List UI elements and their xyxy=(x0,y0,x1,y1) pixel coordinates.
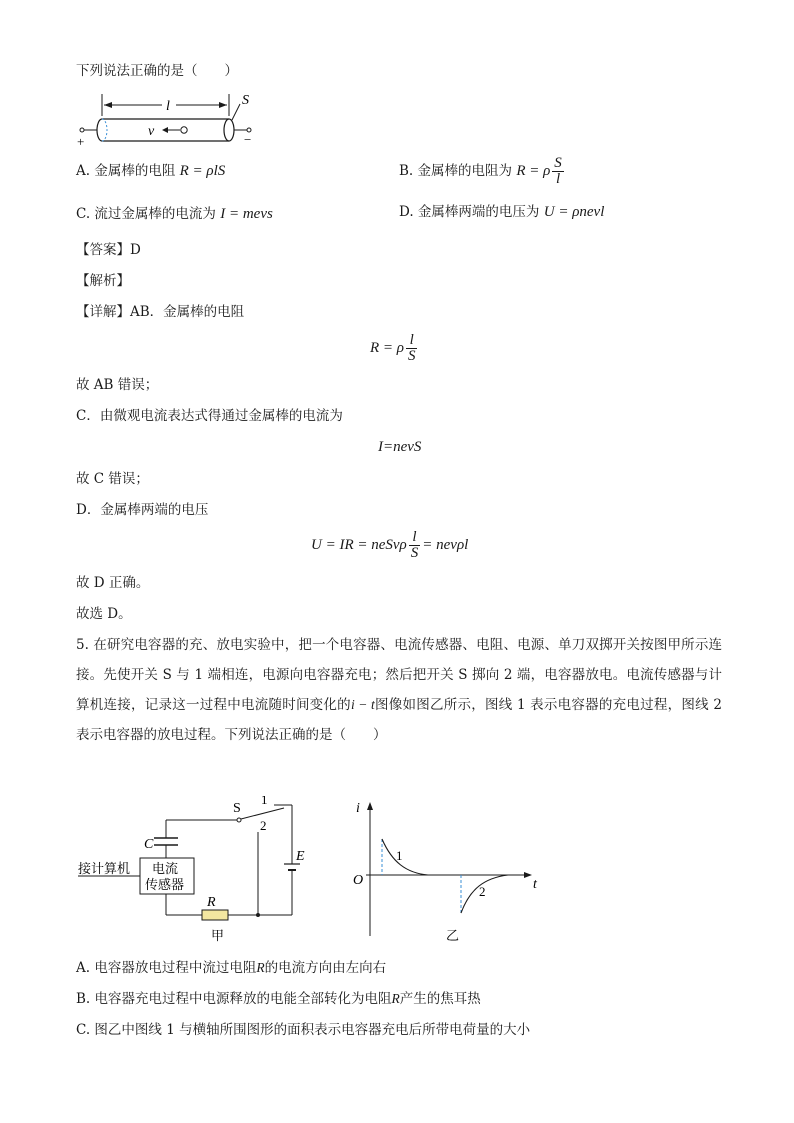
sensor-label-line2: 传感器 xyxy=(145,878,185,893)
velocity-label: v xyxy=(148,124,155,139)
plus-terminal: + xyxy=(77,134,85,148)
terminal-2-label: 2 xyxy=(260,818,267,833)
q4-option-a-text: A. 金属棒的电阻 xyxy=(76,163,176,179)
circuit-diagram xyxy=(74,796,314,946)
terminal-1-label: 1 xyxy=(261,796,268,807)
q4-option-c xyxy=(76,205,273,223)
q4-conclusion-ab: 故 AB 错误； xyxy=(76,377,159,393)
curve-1-label: 1 xyxy=(396,848,403,863)
equation-resistance: R = ρ $\frac{l}{S}$ xyxy=(370,332,416,365)
equation-current: I=nevS xyxy=(378,439,422,455)
rod-figure xyxy=(72,90,262,148)
q4-detail-heading: 【详解】AB．金属棒的电阻 xyxy=(76,304,245,320)
q5-option-c: C. 图乙中图线 1 与横轴所围图形的面积表示电容器充电后所带电荷量的大小 xyxy=(76,1022,531,1038)
q4-option-d-text: D. 金属棒两端的电压为 xyxy=(399,204,540,220)
q4-stem: 下列说法正确的是（ ） xyxy=(76,63,238,79)
q4-option-b-formula: R = ρ xyxy=(516,163,551,179)
resistor-label: R xyxy=(207,895,216,910)
switch-label: S xyxy=(233,801,241,816)
q4-conclusion-d: 故 D 正确。 xyxy=(76,575,150,591)
q4-analysis-c: C．由微观电流表达式得通过金属棒的电流为 xyxy=(76,408,343,424)
computer-label: 接计算机 xyxy=(78,862,131,877)
q4-option-d xyxy=(399,203,604,221)
q4-analysis-heading: 【解析】 xyxy=(76,273,130,289)
axis-i-label: i xyxy=(356,801,360,816)
origin-label: O xyxy=(353,873,364,888)
q4-option-a xyxy=(76,162,225,180)
q4-option-d-formula: U = ρnevl xyxy=(543,204,605,220)
current-time-graph xyxy=(346,796,546,946)
battery-label: E xyxy=(296,849,305,864)
minus-terminal: − xyxy=(244,132,252,147)
capacitor-label: C xyxy=(144,837,154,852)
rod-length-label: l xyxy=(166,99,170,114)
q4-choice: 故选 D。 xyxy=(76,606,132,622)
q4-option-c-text: C. 流过金属棒的电流为 xyxy=(76,206,216,222)
q5-option-b: B. 电容器充电过程中电源释放的电能全部转化为电阻R产生的焦耳热 xyxy=(76,991,481,1007)
q4-option-b-fraction: $\frac{S}{l}$ xyxy=(554,155,562,187)
q4-option-a-formula: R = ρlS xyxy=(179,163,226,179)
q4-conclusion-c: 故 C 错误； xyxy=(76,471,149,487)
axis-t-label: t xyxy=(533,877,537,892)
q4-option-b xyxy=(399,152,566,190)
q4-answer: 【答案】D xyxy=(76,242,141,258)
q4-analysis-d: D．金属棒两端的电压 xyxy=(76,502,209,518)
q5-stem: 5. 在研究电容器的充、放电实验中，把一个电容器、电流传感器、电阻、电源、单刀双掷开关按图甲所示连接。先使开关 S 与 1 端相连，电源向电容器充电；然后把开关 S 掷向 2 端，电容器放电。电流传感器与计算机连接，记录这一过程中电流随时间变化的i − t图像如图乙所示，图线 1 表示电容器的充电过程，图线 2 表示电容器的放电过程。下列说法正确的是（ ） xyxy=(76,637,722,743)
q4-option-b-text: B. 金属棒的电阻为 xyxy=(399,163,513,179)
equation-voltage: U = IR = neSvρ $\frac{l}{S}$ = nevρl xyxy=(311,529,469,562)
q5-option-a: A. 电容器放电过程中流过电阻R的电流方向由左向右 xyxy=(76,960,387,976)
curve-2-label: 2 xyxy=(479,884,486,899)
graph-caption: 乙 xyxy=(446,929,460,944)
circuit-caption: 甲 xyxy=(211,929,225,944)
rod-area-label: S xyxy=(242,93,249,108)
q4-option-c-formula: I = mevs xyxy=(220,206,273,222)
sensor-label-line1: 电流 xyxy=(152,862,179,877)
